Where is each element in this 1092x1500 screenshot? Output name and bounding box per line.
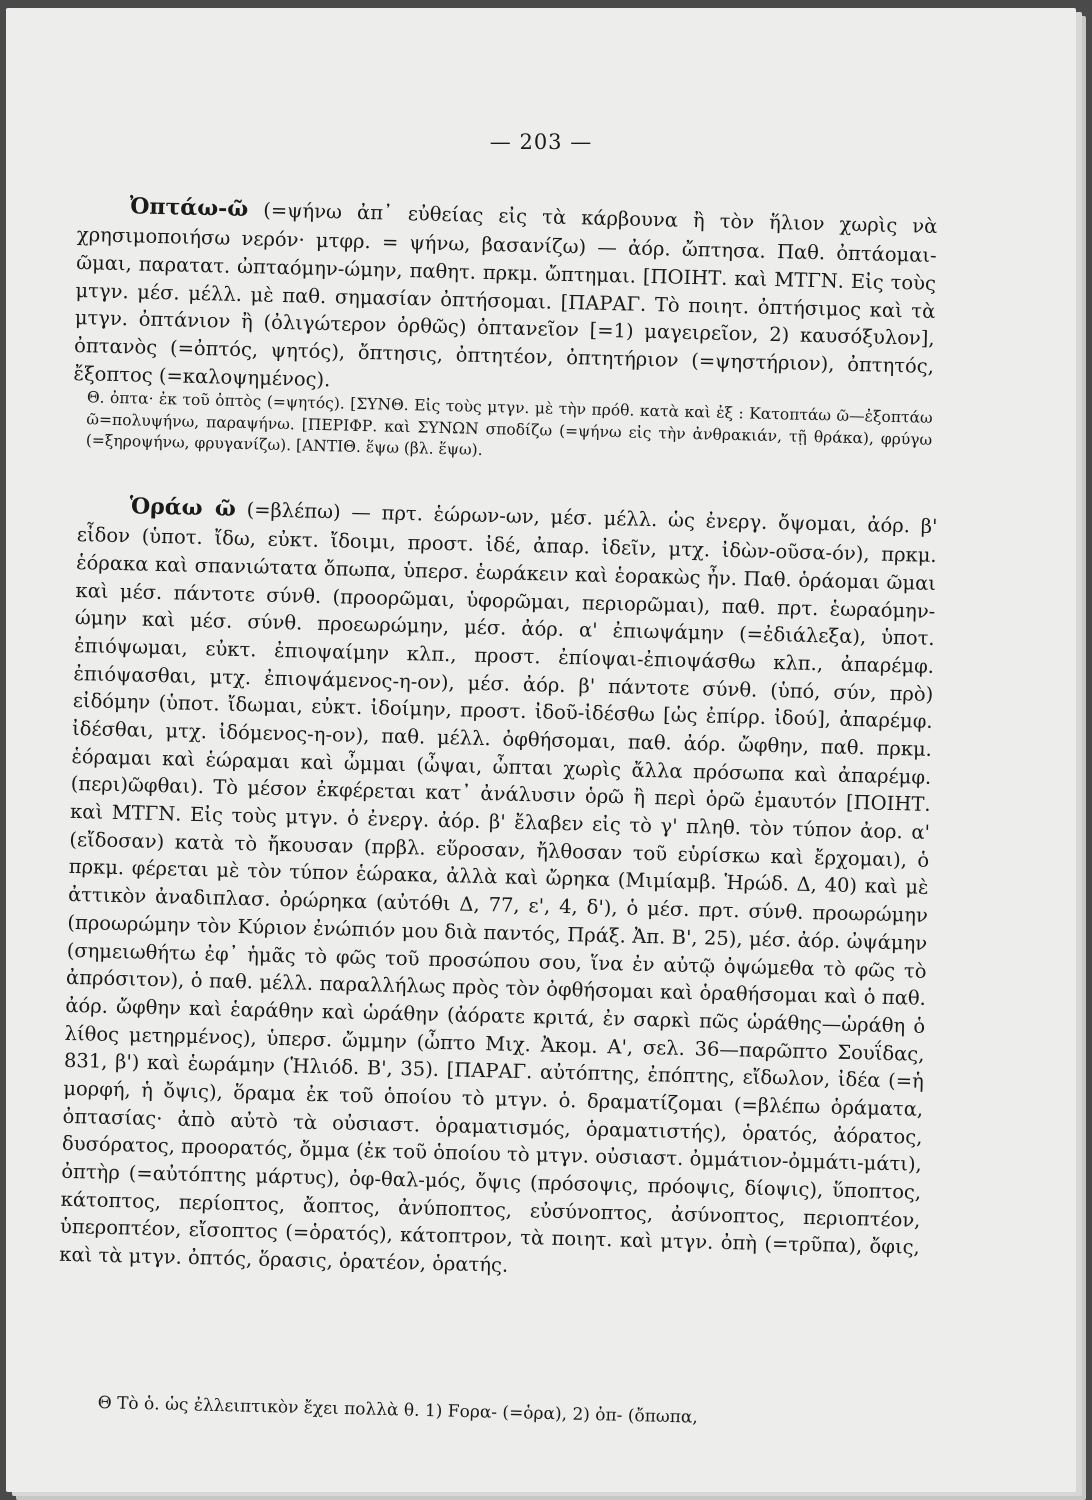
entry-body: (=ψήνω ἀπ᾽ εὐθείας εἰς τὰ κάρβουνα ἢ τὸν ἥλιον χωρὶς νὰ χρησιμοποιήσω νερόν· μτφρ. = ψήνω, βασανίζω) — ἀόρ. ὤπτησα. Παθ. ὀπτάομαι-ῶμαι, παρατατ. ὠπταόμην-ώμην, παθητ. πρκμ. ὤπτημαι. [ΠΟΙΗΤ. καὶ ΜΤΓΝ. Εἰς τοὺς μτγν. μέσ. μέλλ. μὲ παθ. σημασίαν ὀπτήσομαι. [ΠΑΡΑΓ. Τὸ ποιητ. ὀπτήσιμος καὶ τὰ μτγν. ὀπτάνιον ἢ (ὀλιγώτερον ὀρθῶς) ὀπτανεῖον [=1) μαγειρεῖον, 2) καυσόξυλον], ὀπτανὸς (=ὀπτός, ψητός), ὄπτησις, ὀπτητέον, ὀπτητήριον (=ψηστήριον), ὀπτητός, ἔξοπτος (=καλοψημένος). — [73, 198, 938, 391]
entry-headword: Ὀπτάω-ῶ — [129, 193, 249, 223]
footer-note: Θ Τὸ ὁ. ὡς ἐλλειπτικὸν ἔχει πολλὰ θ. 1) Fορα- (=ὁρα), 2) ὀπ- (ὄπωπα, — [97, 1392, 699, 1428]
entry-note: Θ. ὀπτα· ἐκ τοῦ ὀπτὸς (=ψητός). [ΣΥΝΘ. Εἰς τοὺς μτγν. μὲ τὴν πρόθ. κατὰ καὶ ἐξ : Κατοπτάω ῶ—ἐξοπτάω ῶ=πολυψήνω, παραψήνω. [ΠΕΡΙΦΡ. καὶ ΣΥΝΩΝ σποδίζω (=ψήνω εἰς τὴν ἀνθρακιάν, τῇ θράκα), φρύγω (=ξηροψήνω, φρυγανίζω). [ΑΝΤΙΘ. ἕψω (βλ. ἕψω). — [85, 388, 933, 460]
dictionary-entry-optao — [72, 190, 938, 472]
page-number: — 203 — — [489, 130, 593, 154]
book-page — [6, 8, 1076, 1492]
dictionary-entry-horao — [59, 490, 938, 1290]
entry-body: (=βλέπω) — πρτ. ἑώρων-ων, μέσ. μέλλ. ὡς ἐνεργ. ὄψομαι, ἀόρ. β' εἶδον (ὑποτ. ἴδω, εὐκτ. ἴδοιμι, προστ. ἰδέ, ἀπαρ. ἰδεῖν, μτχ. ἰδὼν-οῦσα-όν), πρκμ. ἑόρακα καὶ σπανιώτατα ὄπωπα, ὑπερσ. ἑωράκειν καὶ ἑορακὼς ἦν. Παθ. ὁράομαι ῶμαι καὶ μέσ. πάντοτε σύνθ. (προορῶμαι, ὑφορῶμαι, περιορῶμαι), παθ. πρτ. ἑωραόμην-ώμην καὶ μέσ. σύνθ. προεωρώμην, μέσ. ἀόρ. α' ἐπιωψάμην (=ἐδιάλεξα), ὑποτ. ἐπιόψωμαι, εὐκτ. ἐπιοψαίμην κλπ., προστ. ἐπίοψαι-ἐπιοψάσθω κλπ., ἀπαρέμφ. ἐπιόψασθαι, μτχ. ἐπιοψάμενος-η-ον), μέσ. ἀόρ. β' πάντοτε σύνθ. (ὑπό, σύν, πρὸ) εἰδόμην (ὑποτ. ἴδωμαι, εὐκτ. ἰδοίμην, προστ. ἰδοῦ-ἰδέσθω [ὡς ἐπίρρ. ἰδού], ἀπαρέμφ. ἰδέσθαι, μτχ. ἰδόμενος-η-ον), παθ. μέλλ. ὀφθήσομαι, παθ. ἀόρ. ὤφθην, παθ. πρκμ. ἑόραμαι καὶ ἑώραμαι καὶ ὦμμαι (ὦψαι, ὦπται χωρὶς ἄλλα πρόσωπα καὶ ἀπαρέμφ. (περι)ῶφθαι). Τὸ μέσον ἐκφέρεται κατ᾽ ἀνάλυσιν ὁρῶ ἢ περὶ ὁρῶ ἐμαυτόν [ΠΟΙΗΤ. καὶ ΜΤΓΝ. Εἰς τοὺς μτγν. ὁ ἐνεργ. ἀόρ. β' ἔλαβεν εἰς τὸ γ' πληθ. τὸν τύπον ἀορ. α' (εἴδοσαν) κατὰ τὸ ἤκουσαν (πρβλ. εὕροσαν, ἤλθοσαν τοῦ εὑρίσκω καὶ ἔρχομαι), ὁ πρκμ. φέρεται μὲ τὸν τύπον ἑώρακα, ἀλλὰ καὶ ὤρηκα (Μιμίαμβ. Ἡρώδ. Δ, 40) καὶ μὲ ἀττικὸν ἀναδιπλασ. ὀρώρηκα (αὐτόθι Δ, 77, ε', 4, δ'), ὁ μέσ. πρτ. σύνθ. προωρώμην (προωρώμην τὸν Κύριον ἐνώπιόν μου διὰ παντός, Πράξ. Ἀπ. Β', 25), μέσ. ἀόρ. ὠψάμην (σημειωθήτω ἐφ᾽ ἡμᾶς τὸ φῶς τοῦ προσώπου σου, ἵνα ἐν αὐτῷ ὀψώμεθα τὸ φῶς τὸ ἀπρόσιτον), ὁ παθ. μέλλ. παραλλήλως πρὸς τὸν ὀφθήσομαι καὶ ὁραθήσομαι καὶ ὁ παθ. ἀόρ. ὤφθην καὶ ἑαράθην καὶ ὡράθην (ἀόρατε κριτά, ἐν σαρκὶ πῶς ὡράθης—ὡράθη ὁ λίθος μετηρμένος), ὑπερσ. ὤμμην (ὦπτο Μιχ. Ἀκομ. Α', σελ. 36—παρῶπτο Σουΐδας, 831, β') καὶ ἑωράμην (Ἡλιόδ. Β', 35). [ΠΑΡΑΓ. αὐτόπτης, ἐπόπτης, εἴδωλον, ἰδέα (=ἡ μορφή, ἡ ὄψις), ὅραμα ἐκ τοῦ ὁποίου τὸ μτγν. ὁ. δραματίζομαι (=βλέπω ὁράματα, ὀπτασίας· ἀπὸ αὐτὸ τὰ οὐσιαστ. ὁραματισμός, ὁραματιστής), ὁρατός, ἀόρατος, δυσόρατος, προορατός, ὄμμα (ἐκ τοῦ ὁποίου τὸ μτγν. οὐσιαστ. ὀμμάτιον-ὀμμάτι-μάτι), ὀπτὴρ (=αὐτόπτης μάρτυς), ὀφ-θαλ-μός, ὄψις (πρόσοψις, πρόοψις, δίοψις), ὕποπτος, κάτοπτος, περίοπτος, ἄοπτος, ἀνύποπτος, εὐσύνοπτος, ἀσύνοπτος, περιοπτέον, ὑπεροπτέον, εἴσοπτος (=ὁρατός), κάτοπτρον, τὰ ποιητ. καὶ μτγν. ὀπὴ (=τρῦπα), ὄφις, καὶ τὰ μτγν. ὀπτός, ὅρασις, ὁρατέον, ὁρατής. — [59, 498, 938, 1277]
entry-paragraph — [59, 490, 938, 1290]
entry-paragraph — [73, 190, 938, 408]
entry-headword: Ὁράω ῶ — [129, 493, 237, 522]
